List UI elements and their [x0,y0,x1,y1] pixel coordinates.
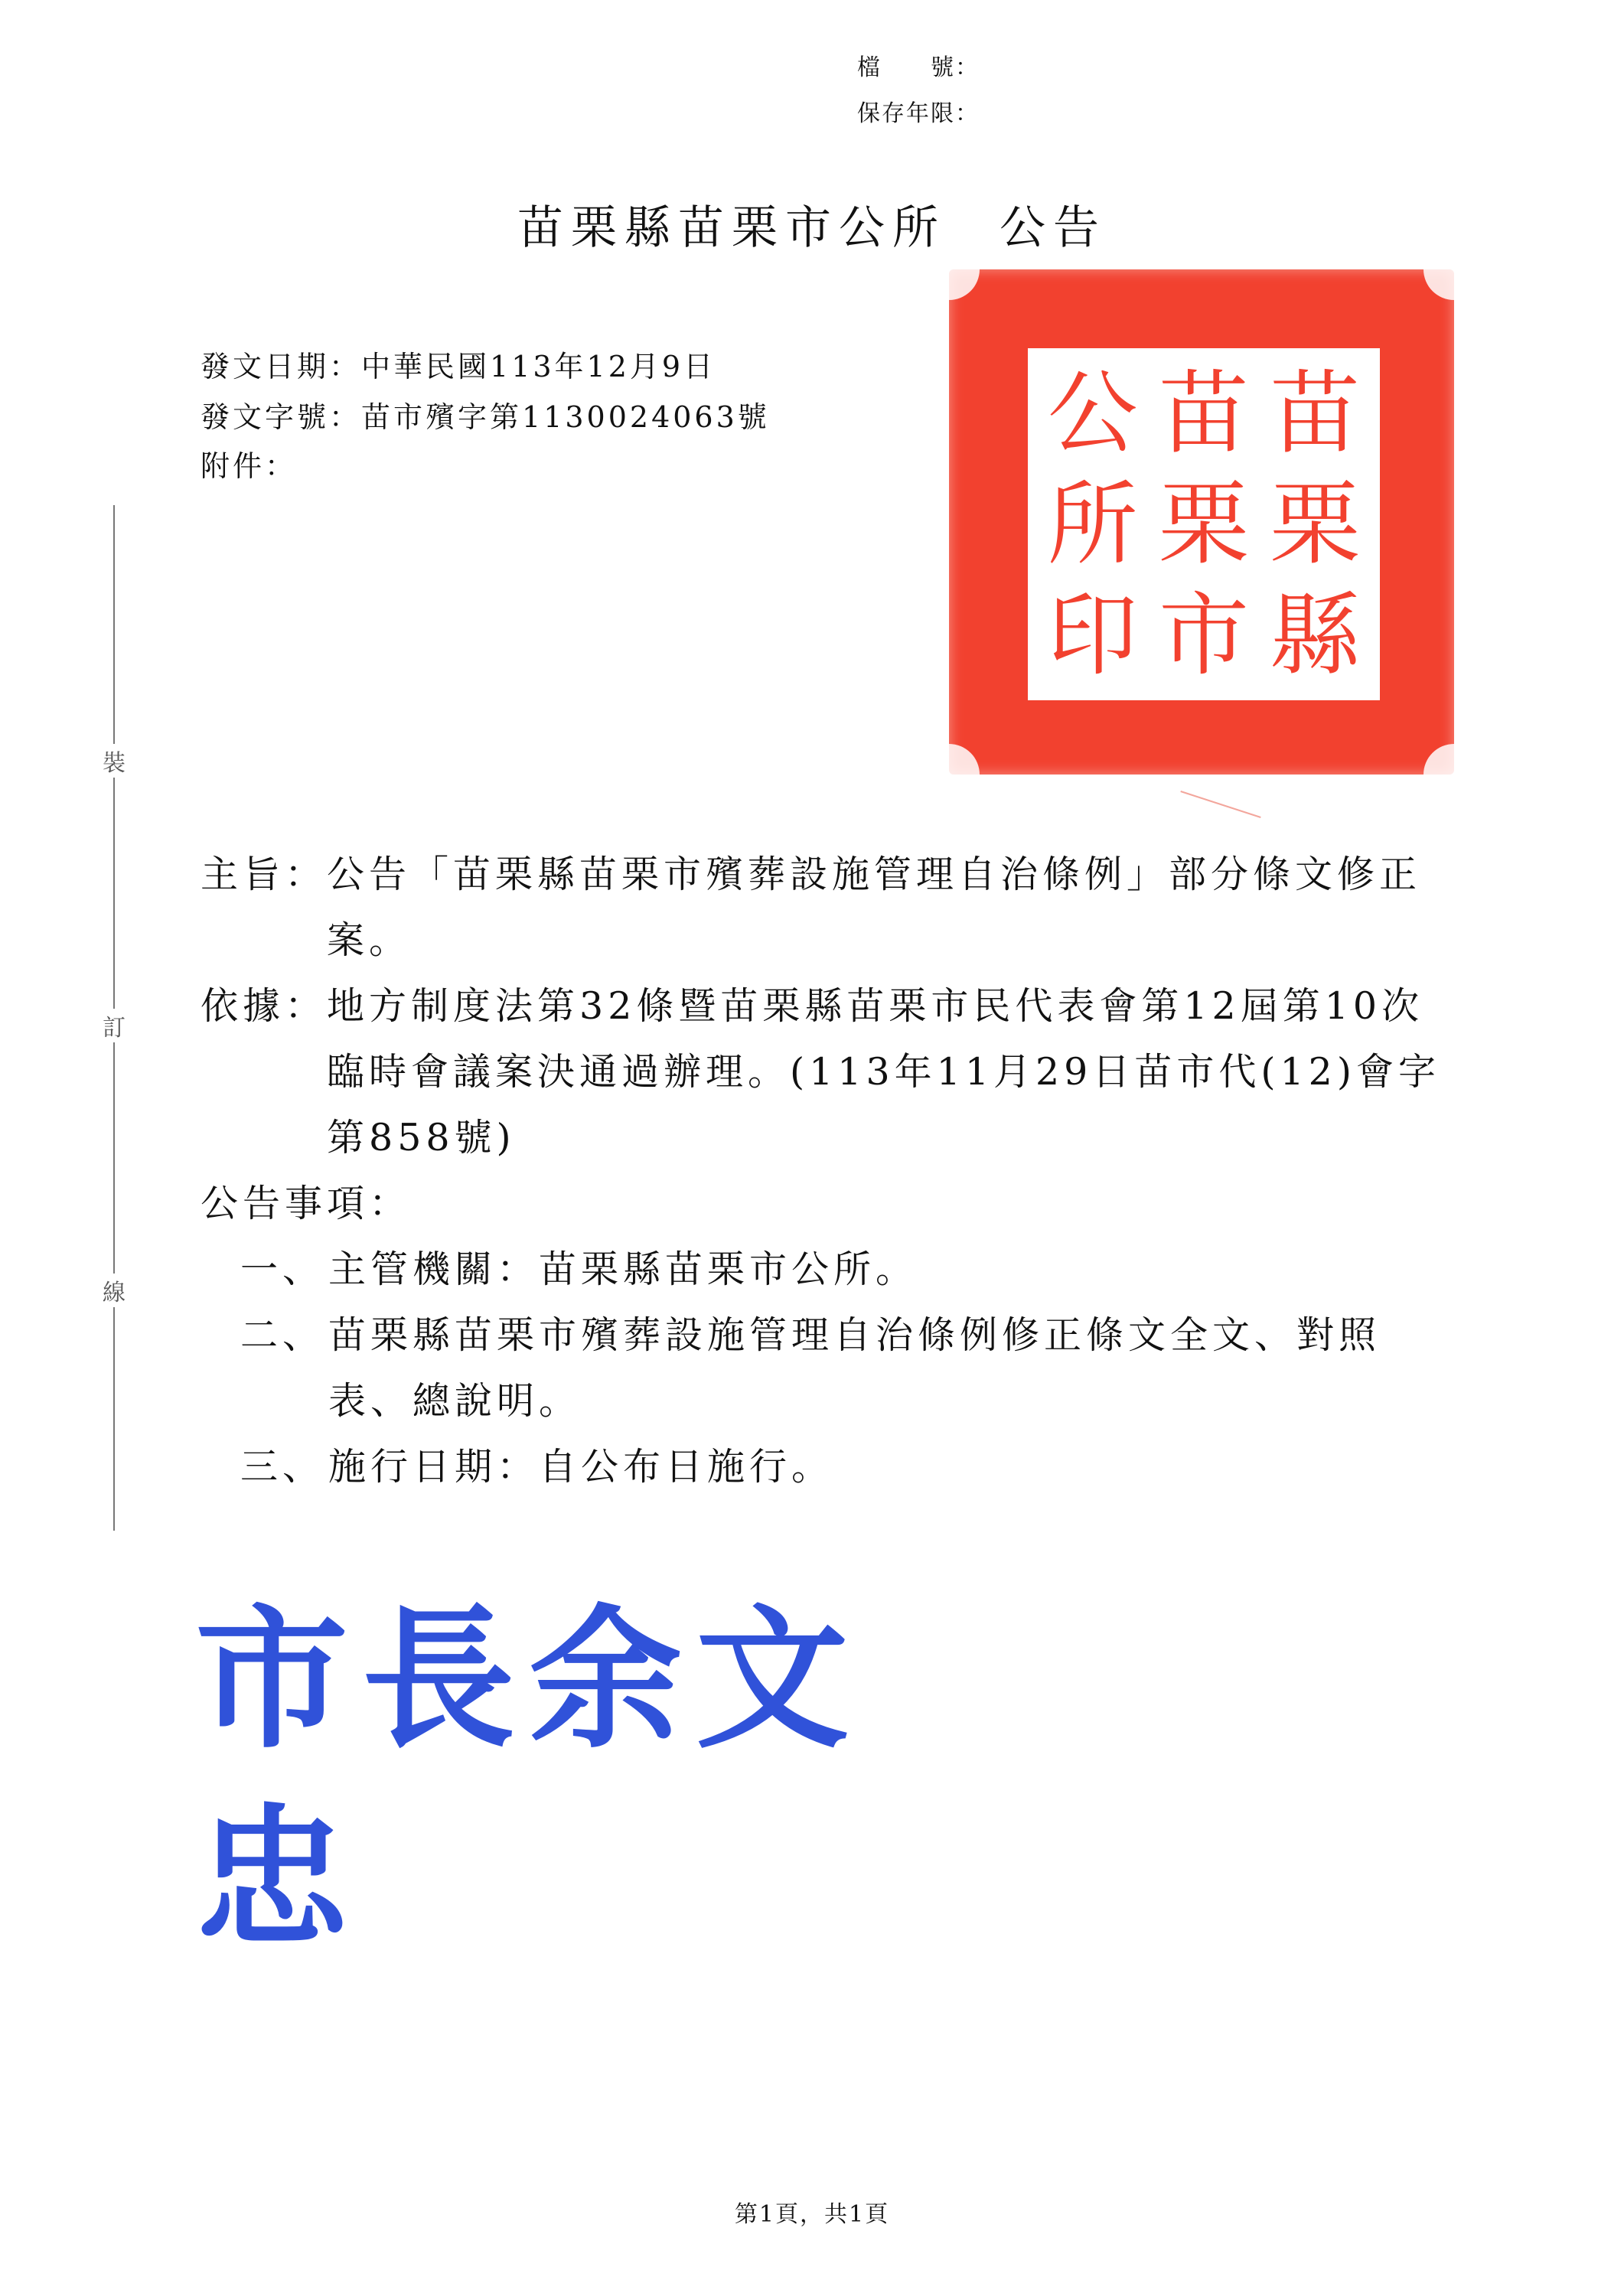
subject-section [201,842,1456,974]
notice-item-number: 二、 [240,1313,325,1357]
seal-char: 所 [1047,471,1138,577]
notice-items-list [240,1237,1456,1500]
notice-items-heading [201,1171,1456,1237]
seal-char: 公 [1047,360,1138,466]
issuing-agency: 苗栗縣苗栗市公所 [517,201,946,255]
seal-char: 縣 [1270,582,1361,689]
seal-char: 栗 [1159,471,1250,577]
document-type: 公告 [1000,201,1107,255]
notice-item [240,1303,1456,1434]
official-seal-stamp [949,269,1454,775]
binding-char-zhuang: 裝 [98,744,130,778]
seal-characters [1037,357,1371,691]
seal-corner [949,744,980,775]
retention-period-label: 保存年限： [857,100,980,127]
binding-char-ding: 訂 [98,1009,130,1042]
issue-number-value: 苗市殯字第1130024063號 [361,400,770,434]
document-body [201,842,1456,1500]
seal-char: 印 [1047,582,1138,689]
seal-inner-field [1026,346,1382,703]
notice-item-text: 苗栗縣苗栗市殯葬設施管理自治條例修正條文全文、對照表、總說明。 [328,1313,1381,1423]
issue-date-value: 中華民國113年12月9日 [361,350,716,383]
notice-item [240,1434,1456,1500]
seal-corner [949,269,980,300]
seal-corner [1423,744,1454,775]
page-number: 第1頁，共1頁 [734,2201,890,2228]
basis-text: 地方制度法第32條暨苗栗縣苗栗市民代表會第12屆第10次臨時會議案決通過辦理。(113年11月29日苗市代(12)會字第858號) [327,984,1440,1159]
page-title [0,191,1624,257]
seal-char: 苗 [1270,360,1361,466]
issue-number [201,400,770,434]
seal-corner [1423,269,1454,300]
seal-stray-mark [1180,791,1260,818]
basis-label: 依據： [201,984,328,1028]
issue-date [201,352,716,381]
attachment-label: 附件： [201,449,298,483]
subject-label: 主旨： [201,853,328,896]
notice-items-label: 公告事項： [201,1182,412,1225]
seal-char: 苗 [1159,360,1250,466]
seal-char: 市 [1159,582,1250,689]
issue-date-label: 發文日期： [201,350,362,383]
notice-item-number: 一、 [240,1247,325,1291]
issue-number-label: 發文字號： [201,400,362,434]
basis-section [201,974,1456,1171]
notice-item-number: 三、 [240,1445,325,1489]
notice-item-text: 主管機關：苗栗縣苗栗市公所。 [328,1247,918,1291]
seal-char: 栗 [1270,471,1361,577]
binding-char-xian: 線 [98,1274,130,1307]
subject-text: 公告「苗栗縣苗栗市殯葬設施管理自治條例」部分條文修正案。 [327,853,1422,962]
notice-item [240,1237,1456,1303]
mayor-signature-stamp: 市長余文忠 [195,1590,863,1968]
file-number-label: 檔 號： [857,54,980,81]
notice-item-text: 施行日期：自公布日施行。 [328,1445,834,1489]
